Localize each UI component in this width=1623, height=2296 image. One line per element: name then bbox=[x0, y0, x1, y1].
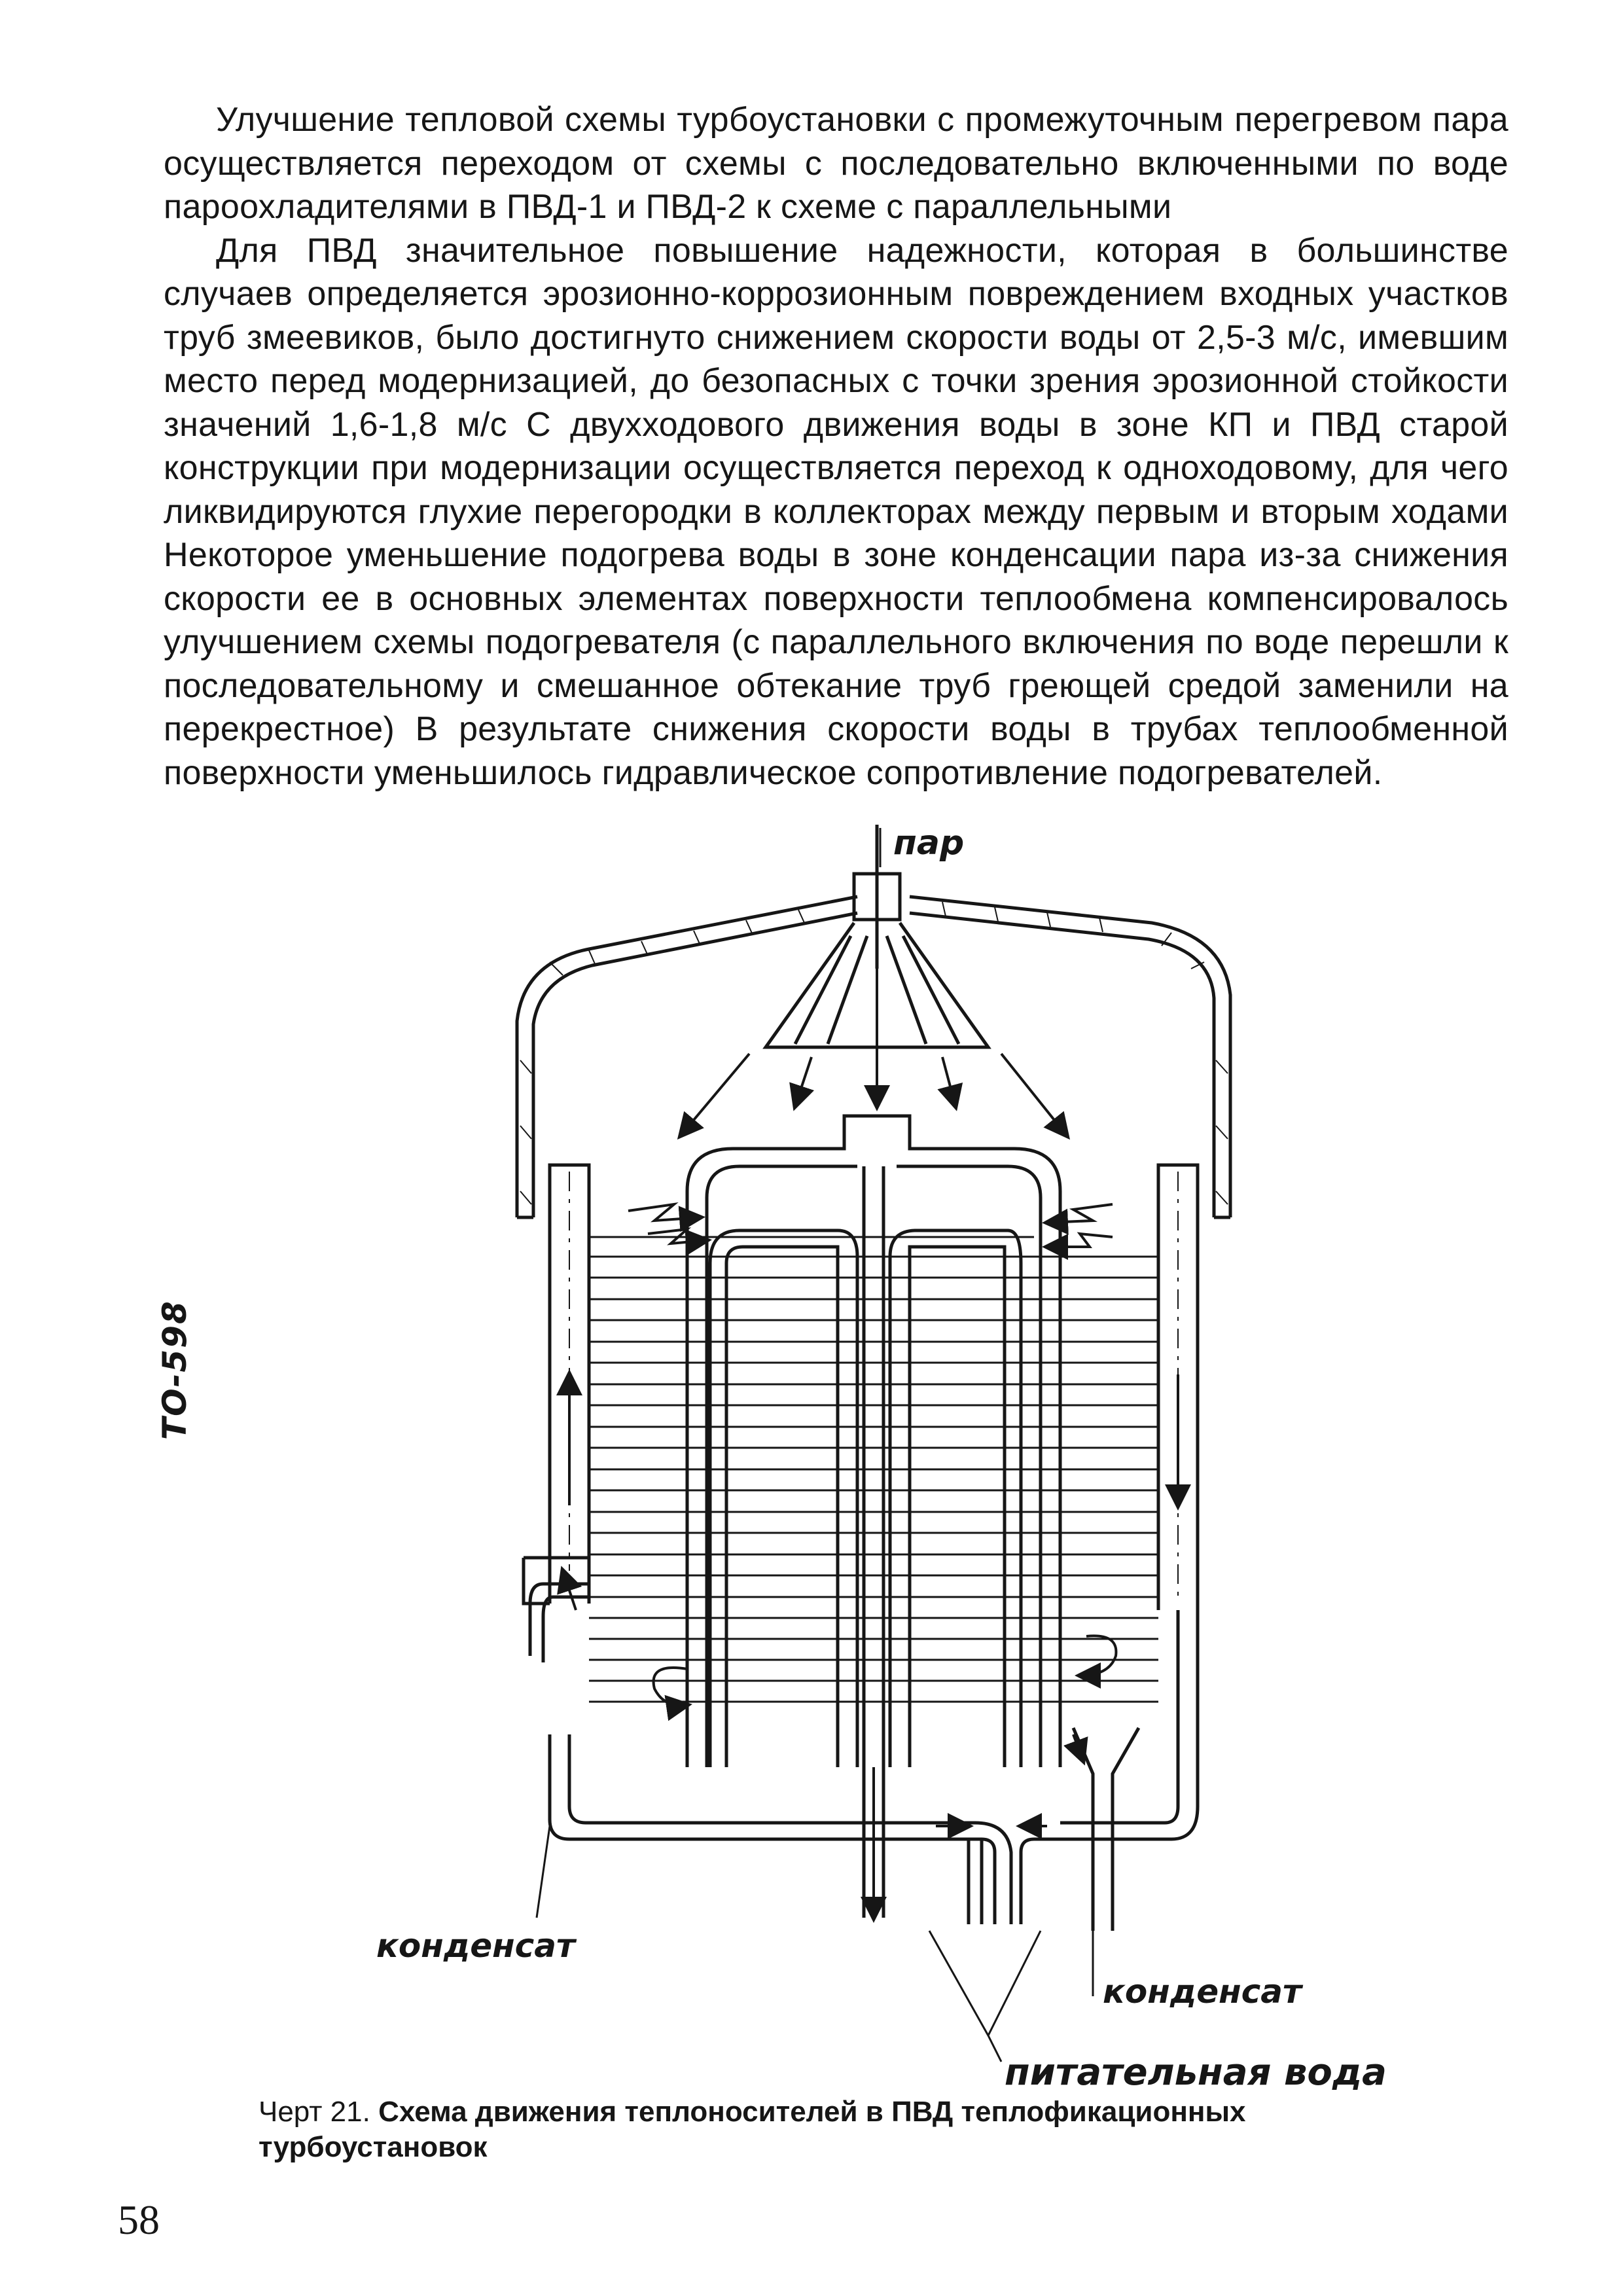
paragraph-1: Улучшение тепловой схемы турбоустановки с промежуточным перегревом пара осуществляется переходом от схемы с последовательно включенными по воде пароохладителями в ПВД-1 и ПВД-2 к схеме с параллельными bbox=[164, 101, 1508, 226]
steam-flow-arrows bbox=[681, 969, 1067, 1136]
label-steam: пар bbox=[893, 823, 965, 863]
margin-stamp: ТО-598 bbox=[156, 1300, 194, 1440]
label-condensate-right: конденсат bbox=[1103, 1973, 1302, 2011]
shell-dome bbox=[517, 897, 1230, 1217]
label-condensate-left: конденсат bbox=[376, 1927, 576, 1965]
heater-diagram-svg bbox=[0, 818, 1623, 2121]
paragraph-2: Для ПВД значительное повышение надежности, которая в большинстве случаев определяется эрозионно-коррозионным повреждением входных участков труб змеевиков, было достигнуто снижением скорости воды от 2,5-3 м/с, имевшим место перед модернизацией, до безопасных с точки зрения эрозионной стойкости значений 1,6-1,8 м/с С двухходового движения воды в зоне КП и ПВД старой конструкции при модернизации осуществляется переход к одноходовому, для чего ликвидируются глухие перегородки в коллекторах между первым и вторым ходами Некоторое уменьшение подогрева воды в зоне конденсации пара из-за снижения скорости ее в основных элементах поверхности теплообмена компенсировалось улучшением схемы подогревателя (с параллельного включения по воде перешли к последовательному и смешанное обтекание труб греющей средой заменили на перекрестное) В результате снижения скорости воды в трубах теплообменной поверхности уменьшилось гидравлическое сопротивление подогревателей. bbox=[164, 231, 1508, 792]
heater-flow-diagram bbox=[0, 818, 1623, 2121]
label-feed-water: питательная вода bbox=[1005, 2051, 1387, 2094]
figure-caption bbox=[259, 2094, 1436, 2165]
caption-number: Черт 21. bbox=[259, 2096, 370, 2128]
side-collectors bbox=[524, 1165, 1198, 1610]
lower-flow-arrows bbox=[563, 1374, 1178, 1918]
body-text bbox=[164, 98, 1508, 795]
heat-exchange-tubes bbox=[589, 1237, 1158, 1702]
shell-hatching bbox=[520, 902, 1228, 1204]
caption-text: Схема движения теплоносителей в ПВД теплофикационных турбоустановок bbox=[259, 2096, 1246, 2163]
page-number: 58 bbox=[118, 2197, 160, 2243]
